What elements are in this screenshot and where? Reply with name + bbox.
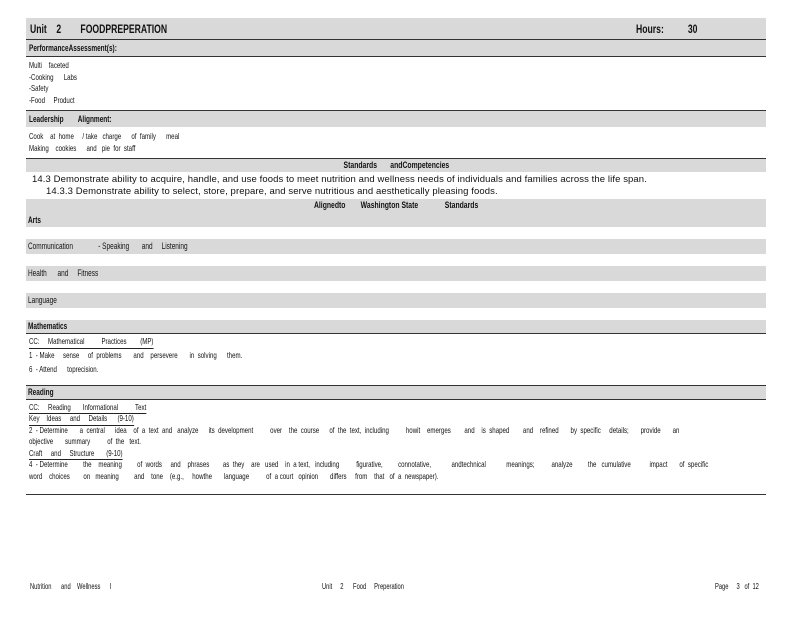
unit-heading bbox=[30, 22, 167, 36]
footer-course: Nutrition and Wellness I bbox=[30, 582, 112, 591]
standard-14-3 bbox=[26, 174, 766, 186]
reading-item-4: 4 - Determine the meaning of words and phrases as they are used in a text, including figurative, connotative, andtechnical meanings; analyze the cumulative impact of specific bbox=[29, 459, 709, 469]
hours-value: 30 bbox=[687, 22, 698, 36]
mathematics-content bbox=[26, 334, 766, 376]
mathematics-label: Mathematics bbox=[28, 321, 68, 331]
performance-list bbox=[26, 57, 766, 106]
standard-14-3-3-text: 14.3.3 Demonstrate ability to select, store, prepare, and serve nutritious and aesthetically pleasing foods. bbox=[46, 186, 498, 197]
footer-left bbox=[30, 582, 143, 591]
unit-title: FOODPREPERATION bbox=[80, 22, 168, 36]
standard-14-3-3 bbox=[26, 186, 766, 198]
reading-item-2: 2 - Determine a central idea of a text and analyze its development over the course of the text, including howit emerges and is shaped and refined by specific details; provide an bbox=[29, 424, 680, 435]
unit-label: Unit bbox=[30, 22, 47, 36]
standards-heading-row bbox=[26, 158, 766, 172]
performance-item: -Food Product bbox=[29, 94, 75, 105]
reading-label: Reading bbox=[28, 386, 54, 397]
reading-row bbox=[26, 385, 766, 400]
leadership-list bbox=[26, 127, 766, 154]
arts-label-wrap bbox=[28, 215, 46, 225]
washington-title: Alignedto Washington State Standards bbox=[313, 200, 479, 211]
document-page bbox=[26, 18, 766, 495]
footer-right bbox=[715, 582, 776, 591]
unit-number: 2 bbox=[56, 22, 62, 36]
leadership-label: Leadership Alignment: bbox=[29, 114, 112, 124]
washington-standards-row bbox=[26, 199, 766, 227]
leadership-item: Making cookies and pie for staff bbox=[29, 142, 136, 153]
reading-item-2-cont: objective summary of the text. bbox=[29, 436, 141, 446]
footer-center bbox=[322, 582, 436, 591]
standard-14-3-text: 14.3 Demonstrate ability to acquire, handle, and use foods to meet nutrition and wellness needs of individuals and families across the life span. bbox=[32, 174, 647, 185]
arts-label: Arts bbox=[28, 215, 41, 225]
mathematics-item: 6 - Attend toprecision. bbox=[29, 364, 99, 374]
mathematics-row bbox=[26, 320, 766, 334]
unit-header bbox=[26, 18, 766, 40]
reading-item-4-cont: word choices on meaning and tone (e.g., howthe language of a court opinion differs from that of a newspaper). bbox=[29, 470, 439, 481]
language-label: Language bbox=[28, 295, 57, 305]
health-row bbox=[26, 266, 766, 281]
washington-title-wrap bbox=[26, 200, 766, 211]
footer-page-number: Page 3 of 12 bbox=[715, 582, 759, 591]
mathematics-item: 1 - Make sense of problems and persevere in solving them. bbox=[29, 349, 243, 360]
communication-row bbox=[26, 239, 766, 254]
performance-item: -Safety bbox=[29, 83, 49, 93]
hours-label: Hours: bbox=[636, 22, 664, 36]
reading-craft-structure: Craft and Structure (9-10) bbox=[29, 448, 123, 461]
hours-block bbox=[636, 22, 697, 36]
performance-item: Multi faceted bbox=[29, 60, 69, 70]
communication-label: Communication - Speaking and Listening bbox=[28, 241, 188, 251]
health-label: Health and Fitness bbox=[28, 268, 99, 278]
performance-label-row bbox=[26, 40, 766, 57]
reading-cc: CC: Reading Informational Text bbox=[29, 402, 146, 415]
leadership-label-row bbox=[26, 110, 766, 127]
footer-unit: Unit 2 Food Preperation bbox=[322, 582, 404, 591]
performance-label: PerformanceAssessment(s): bbox=[29, 43, 117, 53]
standards-heading: Standards andCompetencies bbox=[343, 160, 449, 171]
reading-key-ideas: Key Ideas and Details (9-10) bbox=[29, 413, 134, 426]
leadership-item: Cook at home / take charge of family meal bbox=[29, 131, 180, 141]
language-row bbox=[26, 293, 766, 308]
performance-item: -Cooking Labs bbox=[29, 71, 77, 82]
reading-content bbox=[26, 400, 766, 496]
mathematics-cc: CC: Mathematical Practices (MP) bbox=[29, 336, 153, 349]
